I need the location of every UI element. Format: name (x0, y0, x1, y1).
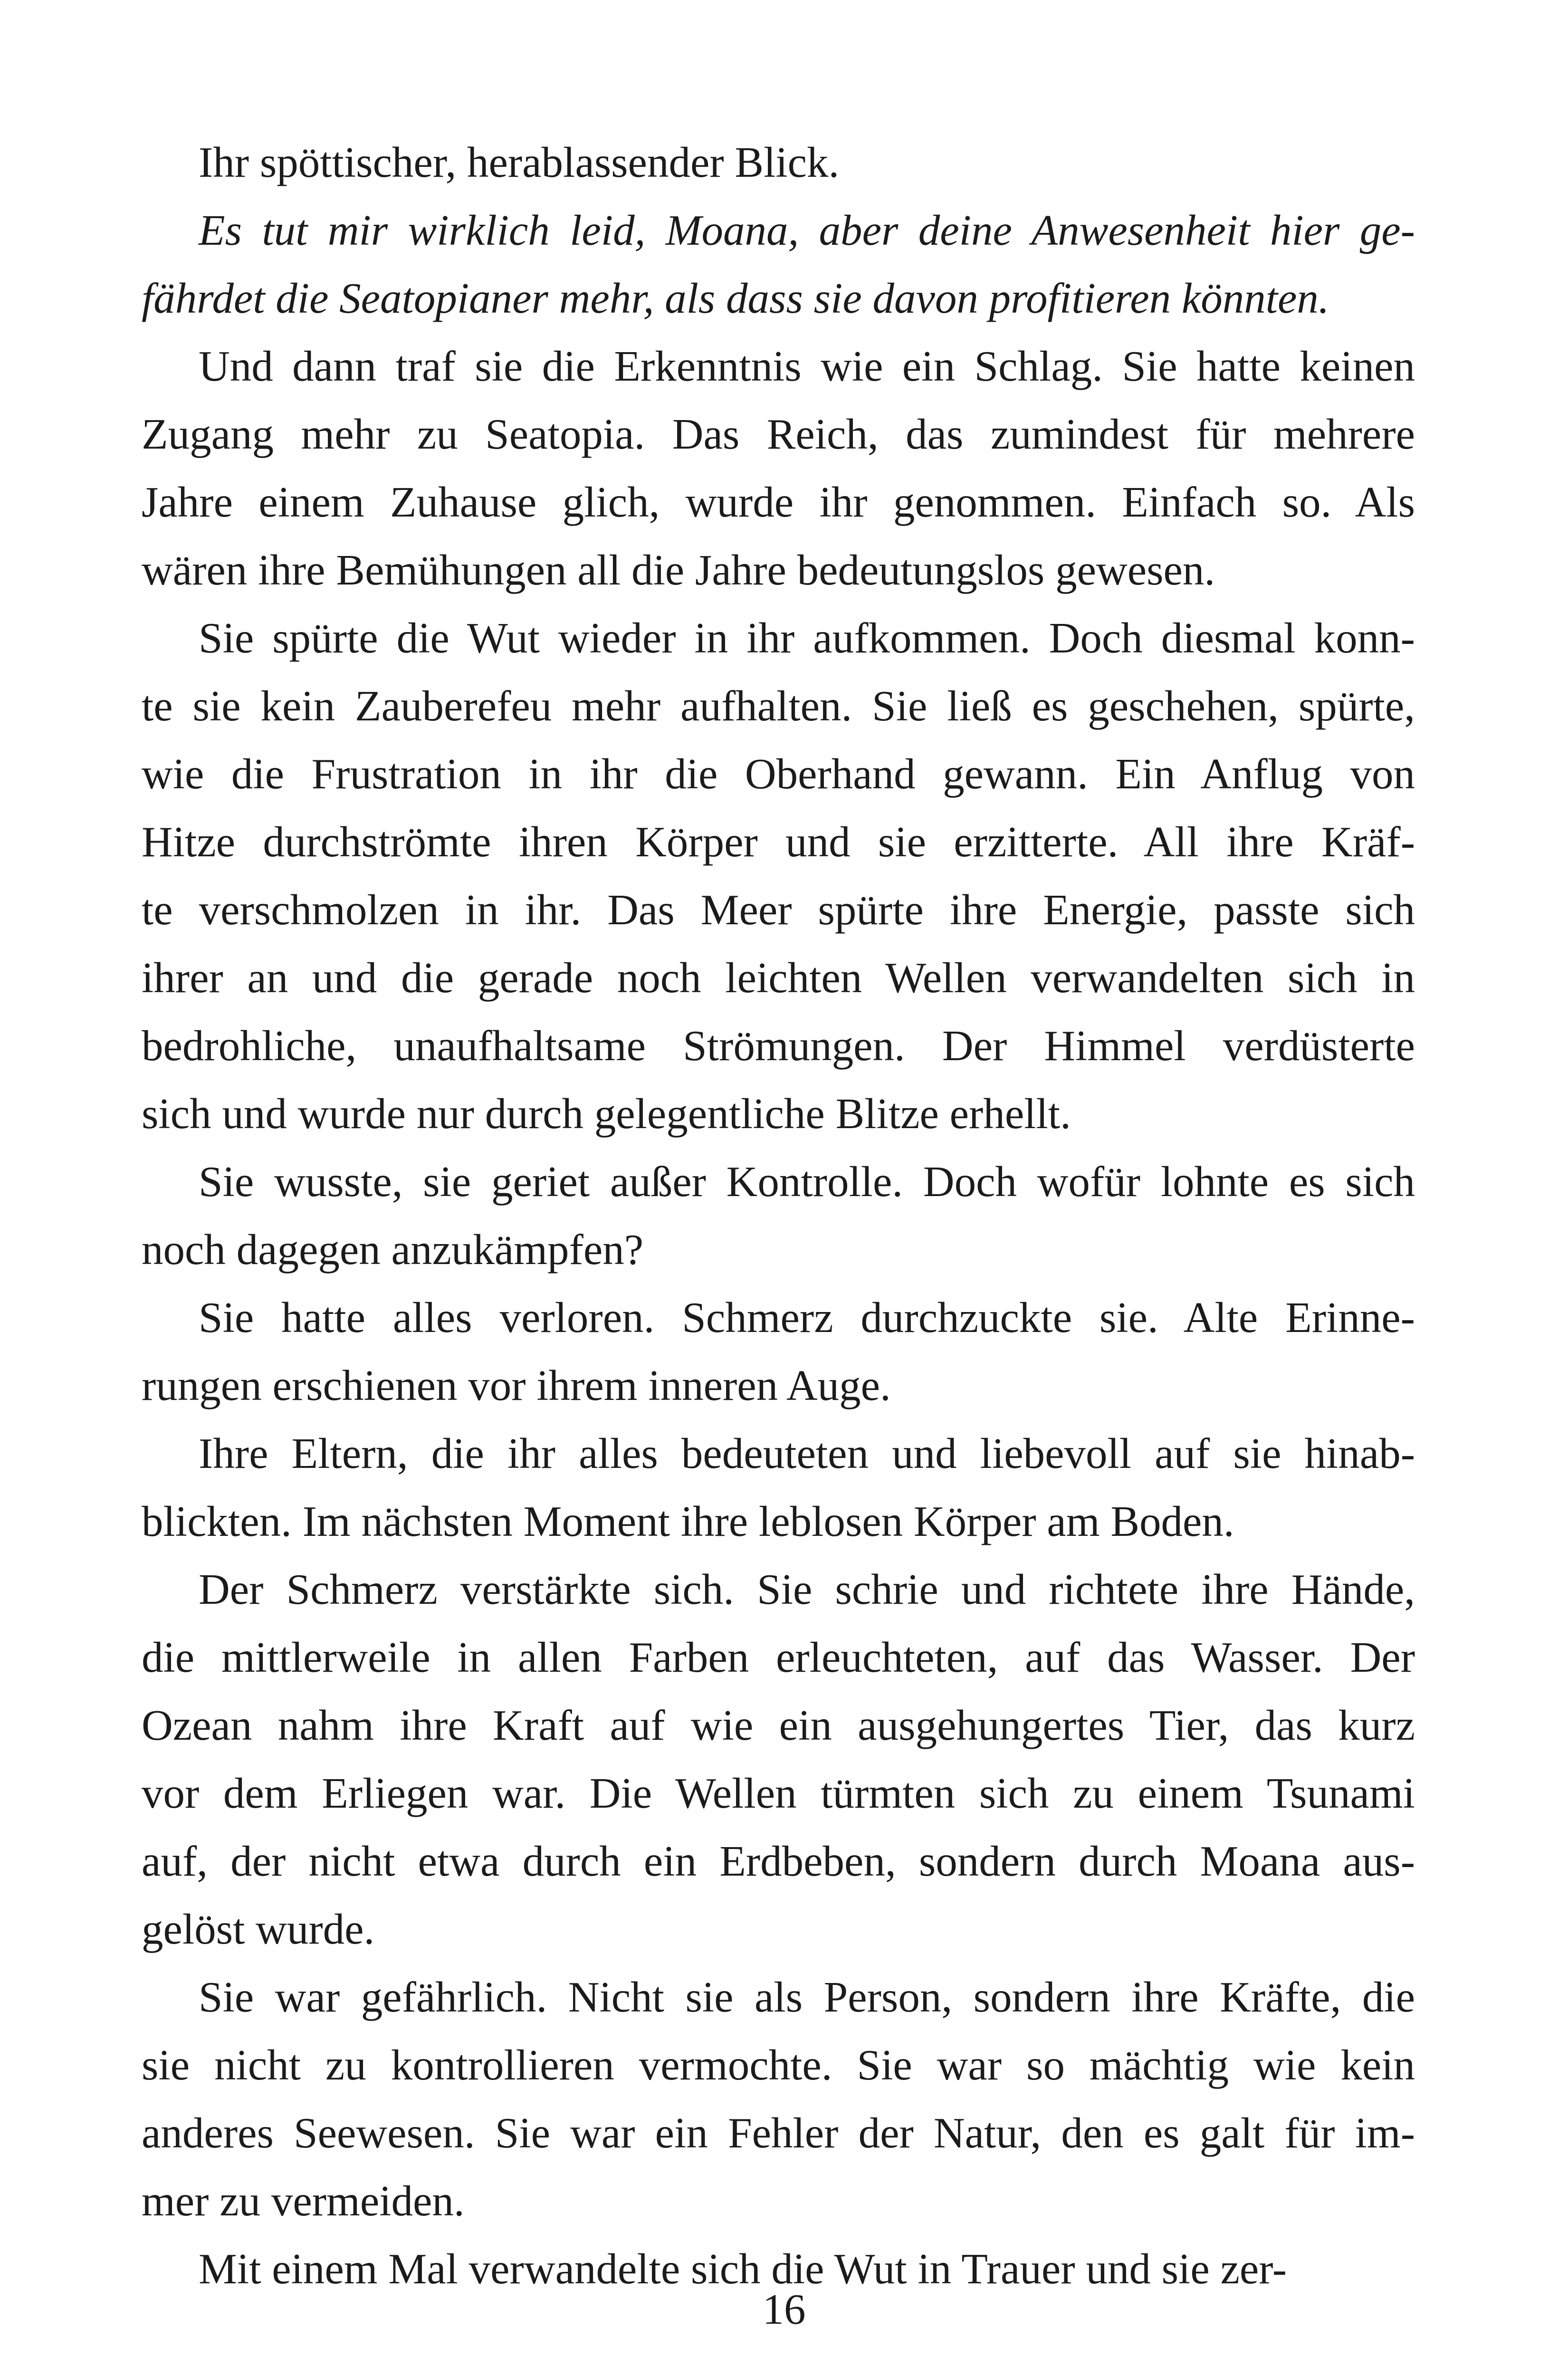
paragraph (142, 1963, 1415, 2235)
text-line: Es tut mir wirklich leid, Moana, aber deine Anwesenheit hier ge- (199, 206, 1415, 254)
text-line: Ihre Eltern, die ihr alles bedeuteten und liebevoll auf sie hinab- (199, 1429, 1415, 1477)
text-line: rungen erschienen vor ihrem inneren Auge. (142, 1361, 891, 1409)
text-line: bedrohliche, unaufhaltsame Strömungen. Der Himmel verdüsterte (142, 1022, 1415, 1070)
text-line: auf, der nicht etwa durch ein Erdbeben, sondern durch Moana aus- (142, 1837, 1415, 1885)
text-line: wären ihre Bemühungen all die Jahre bedeutungslos gewesen. (142, 546, 1215, 594)
paragraph (142, 1555, 1415, 1963)
text-line: vor dem Erliegen war. Die Wellen türmten sich zu einem Tsunami (142, 1769, 1415, 1817)
text-line: anderes Seewesen. Sie war ein Fehler der Natur, den es galt für im- (142, 2109, 1415, 2157)
text-line: te verschmolzen in ihr. Das Meer spürte ihre Energie, passte sich (142, 886, 1415, 934)
text-line: die mittlerweile in allen Farben erleuchteten, auf das Wasser. Der (142, 1633, 1415, 1681)
paragraph (142, 1419, 1415, 1555)
text-line: Mit einem Mal verwandelte sich die Wut in Trauer und sie zer- (199, 2245, 1287, 2293)
text-line: sich und wurde nur durch gelegentliche Blitze erhellt. (142, 1090, 1071, 1138)
text-line: Sie spürte die Wut wieder in ihr aufkommen. Doch diesmal konn- (199, 614, 1415, 662)
text-line: mer zu vermeiden. (142, 2177, 465, 2225)
text-line: ihrer an und die gerade noch leichten Wellen verwandelten sich in (142, 954, 1415, 1002)
paragraph (142, 604, 1415, 1148)
text-line: Sie war gefährlich. Nicht sie als Person, sondern ihre Kräfte, die (199, 1973, 1415, 2021)
paragraph (142, 1148, 1415, 1284)
text-line: Zugang mehr zu Seatopia. Das Reich, das zumindest für mehrere (142, 410, 1415, 458)
text-line: Ihr spöttischer, herablassender Blick. (199, 138, 840, 186)
text-line: Hitze durchströmte ihren Körper und sie erzitterte. All ihre Kräf- (142, 818, 1415, 866)
text-line: sie nicht zu kontrollieren vermochte. Sie war so mächtig wie kein (142, 2041, 1415, 2089)
text-line: Ozean nahm ihre Kraft auf wie ein ausgehungertes Tier, das kurz (142, 1701, 1415, 1749)
text-line: blickten. Im nächsten Moment ihre leblosen Körper am Boden. (142, 1497, 1234, 1545)
italic-paragraph (142, 196, 1415, 332)
paragraph (142, 128, 1415, 196)
body-text (142, 128, 1415, 2303)
text-line: fährdet die Seatopianer mehr, als dass sie davon profitieren könnten. (142, 274, 1329, 322)
page-number: 16 (762, 2285, 806, 2333)
text-line: te sie kein Zauberefeu mehr aufhalten. Sie ließ es geschehen, spürte, (142, 682, 1415, 730)
text-line: Sie wusste, sie geriet außer Kontrolle. Doch wofür lohnte es sich (199, 1158, 1415, 1206)
text-line: Und dann traf sie die Erkenntnis wie ein Schlag. Sie hatte keinen (199, 342, 1415, 390)
text-line: gelöst wurde. (142, 1905, 375, 1953)
text-line: Jahre einem Zuhause glich, wurde ihr genommen. Einfach so. Als (142, 478, 1415, 526)
text-line: Sie hatte alles verloren. Schmerz durchzuckte sie. Alte Erinne- (199, 1293, 1415, 1341)
text-line: Der Schmerz verstärkte sich. Sie schrie und richtete ihre Hände, (199, 1565, 1415, 1613)
paragraph (142, 332, 1415, 604)
text-line: wie die Frustration in ihr die Oberhand gewann. Ein Anflug von (142, 750, 1415, 798)
paragraph (142, 1284, 1415, 1419)
text-line: noch dagegen anzukämpfen? (142, 1226, 644, 1274)
